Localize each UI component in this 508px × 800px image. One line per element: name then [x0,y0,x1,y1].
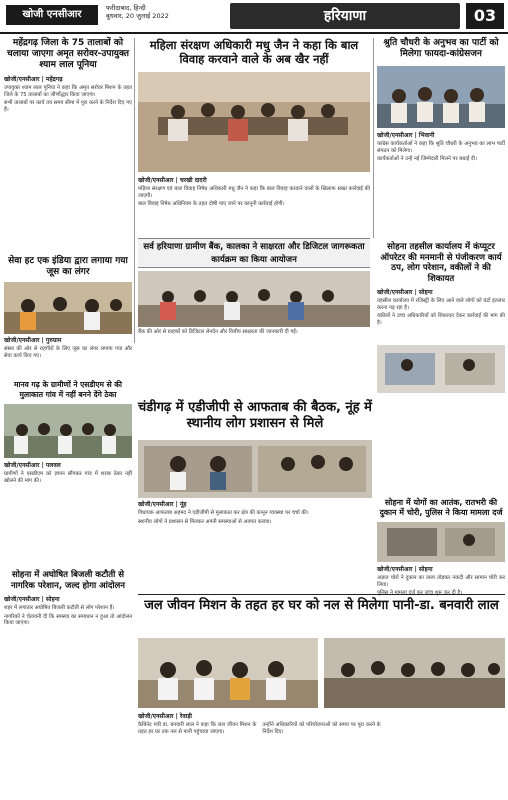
bank-event-photo [138,271,370,327]
article-paragraph: नागरिकों ने चेतावनी दी कि समस्या का समाधान न हुआ तो आंदोलन किया जाएगा। [4,613,132,627]
article-paragraph: सभी तालाबों पर कार्य तय समय सीमा में पूरा करने के निर्देश दिए गए हैं। [4,100,132,113]
literacy-body [138,329,370,338]
article-byline: खोजी/एनसीआर | रेवाड़ी [138,713,192,720]
article-body [138,329,370,336]
column-divider [134,38,135,343]
shop-photo [377,522,505,562]
article-headline: सोहना में योगों का आतंक, रातभरी की दुकान में चोरी, पुलिस ने किया मामला दर्ज [379,498,503,517]
article-paragraph: बाल विवाह निषेध अधिनियम के तहत दोषी पाए जाने पर कानूनी कार्रवाई होगी। [138,201,285,208]
article-byline: खोजी/एनसीआर | सोहना [377,566,433,573]
article-paragraph: विधायक आफताब अहमद ने एडीजीपी से मुलाकात कर क्षेत्र की कानून व्यवस्था पर चर्चा की। [138,510,309,516]
article-women-body [138,176,370,210]
article-byline: खोजी/एनसीआर | पलवल [4,462,61,469]
article-village-body [4,461,132,486]
meeting-photo [138,72,370,172]
edition-line-2: बुधवार, 20 जुलाई 2022 [106,12,169,20]
section-rule [138,594,505,595]
article-paragraph: ग्रामीणों ने एसडीएम को ज्ञापन सौंपकर गांव में शराब ठेका नहीं खोलने की मांग की। [4,471,132,484]
article-body [138,186,370,208]
page-number: 03 [466,3,504,29]
article-byline: खोजी/एनसीआर | सोहना [4,596,60,603]
article-electricity [4,570,132,629]
article-paragraph: अज्ञात चोरों ने दुकान का ताला तोड़कर नकदी और सामान चोरी कर लिया। [377,575,505,588]
article-paragraph: कांग्रेस कार्यकर्ताओं ने कहा कि श्रुति चौधरी के अनुभव का लाभ पार्टी संगठन को मिलेगा। [377,141,505,154]
article-village [4,380,132,399]
gathering-photo [324,638,505,708]
article-women [138,38,370,66]
article-body [4,471,132,484]
article-paragraph: कार्यकर्ताओं ने उन्हें नई जिम्मेदारी मिलने पर बधाई दी। [377,156,477,163]
article-body [4,85,132,113]
article-byline: खोजी/एनसीआर | नूंह [138,501,187,508]
article-paragraph: स्थानीय लोगों ने प्रशासन से मिलकर अपनी समस्याओं से अवगत कराया। [138,518,272,525]
section-title: हरियाणा [230,3,460,29]
article-paragraph: बैंक की ओर से ग्राहकों को डिजिटल लेनदेन और वित्तीय साक्षरता की जानकारी दी गई। [138,329,298,335]
article-sohna-computer [377,242,505,328]
article-body [138,510,372,525]
article-paragraph: तहसील कार्यालय में रजिस्ट्री के लिए आने वाले लोगों को घंटों इंतजार करना पड़ रहा है। [377,298,505,311]
article-headline: जल जीवन मिशन के तहत हर घर को नल से मिलेगा पानी-डा. बनवारी लाल [144,598,499,613]
tehsil-office-photo [377,345,505,393]
masthead [0,0,508,34]
article-paragraph: शहर में लगातार अघोषित बिजली कटौती से लोग परेशान हैं। [4,605,115,611]
minister-photo [138,638,318,708]
literacy-headline: सर्व हरियाणा ग्रामीण बैंक, कालका ने साक्षरता और डिजिटल जागरूकता कार्यक्रम का किया आयोजन [138,238,370,268]
article-paragraph: उन्होंने अधिकारियों को परियोजनाओं को समय पर पूरा करने के निर्देश दिए। [262,722,381,735]
article-paragraph: वकीलों ने उच्च अधिकारियों को शिकायत देकर कार्रवाई की मांग की है। [377,313,505,326]
article-paragraph: संस्था की ओर से राहगीरों के लिए जूस का लंगर लगाया गया और सेवा कार्य किए गए। [4,346,132,359]
article-seva [4,256,132,278]
seva-photo [4,282,132,334]
article-headline: श्रुति चौधरी के अनुभव का पार्टी को मिलेगा फायदा-कांग्रेसजन [383,38,499,59]
village-photo [4,404,132,458]
article-headline: चंडीगढ़ में एडीजीपी से आफताब की बैठक, नूंह में स्थानीय लोग प्रशासन से मिले [138,400,372,431]
article-chandigarh [138,400,372,432]
article-byline: खोजी/एनसीआर | महेंद्रगढ़ [4,76,63,83]
article-body [138,722,505,735]
edition-meta [106,4,224,20]
adgp-meeting-photo [138,440,372,498]
article-body [4,346,132,359]
article-seva-body [4,336,132,361]
article-headline: सोहना में अघोषित बिजली कटौती से नागरिक परेशान, जल्द होगा आंदोलन [10,570,126,591]
article-byline: खोजी/एनसीआर | भिवानी [377,132,435,139]
article-byline: खोजी/एनसीआर | सोहना [377,289,433,296]
edition-line-1: फरीदाबाद, हिन्दी [106,4,146,12]
article-paragraph: उपायुक्त श्याम लाल पूनिया ने कहा कि अमृत सरोवर मिशन के तहत जिले के 75 तालाबों का जीर्णोद्धार किया जाएगा। [4,85,132,98]
newspaper-logo: खोजी एनसीआर [6,5,98,25]
article-water [138,598,505,614]
congress-photo [377,66,505,128]
article-headline: सोहना तहसील कार्यालय में कंप्यूटर ऑपरेटर की मनमानी से पंजीकरण कार्य ठप, लोग परेशान, वकीलों ने की शिकायत [380,242,502,284]
article-headline: सेवा हट एक इंडिया द्वारा लगाया गया जूस का लंगर [8,256,128,277]
article-body [377,298,505,326]
article-byline: खोजी/एनसीआर | चरखी दादरी [138,177,207,184]
article-byline: खोजी/एनसीआर | गुरुग्राम [4,337,62,344]
article-headline: महेंद्रगढ़ जिला के 75 तालाबों को चलाया जाएगा अमृत सरोवर-उपायुक्त श्याम लाल पूनिया [7,38,129,70]
article-headline: महिला संरक्षण अधिकारी मधु जैन ने कहा कि बाल विवाह करवाने वाले के अब खैर नहीं [149,38,359,66]
article-body [4,605,132,627]
article-water-body [138,712,505,735]
article-chandigarh-body [138,500,372,527]
article-congress-body [377,131,505,165]
article-congress [377,38,505,60]
article-shop-theft [377,498,505,518]
column-divider [373,38,374,238]
article-paragraph: कैबिनेट मंत्री डा. बनवारी लाल ने कहा कि जल जीवन मिशन के तहत हर घर तक नल से पानी पहुंचाया जाएगा। [138,722,257,735]
article-body [377,141,505,163]
article-ponds [4,38,132,115]
article-headline: मानव गढ़ के ग्रामीणों ने एसडीएम से की मुलाकात गांव में नहीं बनने देंगे ठेका [14,380,122,399]
article-paragraph: महिला संरक्षण एवं बाल विवाह निषेध अधिकारी मधु जैन ने कहा कि बाल विवाह करवाने वालों के खिलाफ सख्त कार्रवाई की जाएगी। [138,186,370,199]
